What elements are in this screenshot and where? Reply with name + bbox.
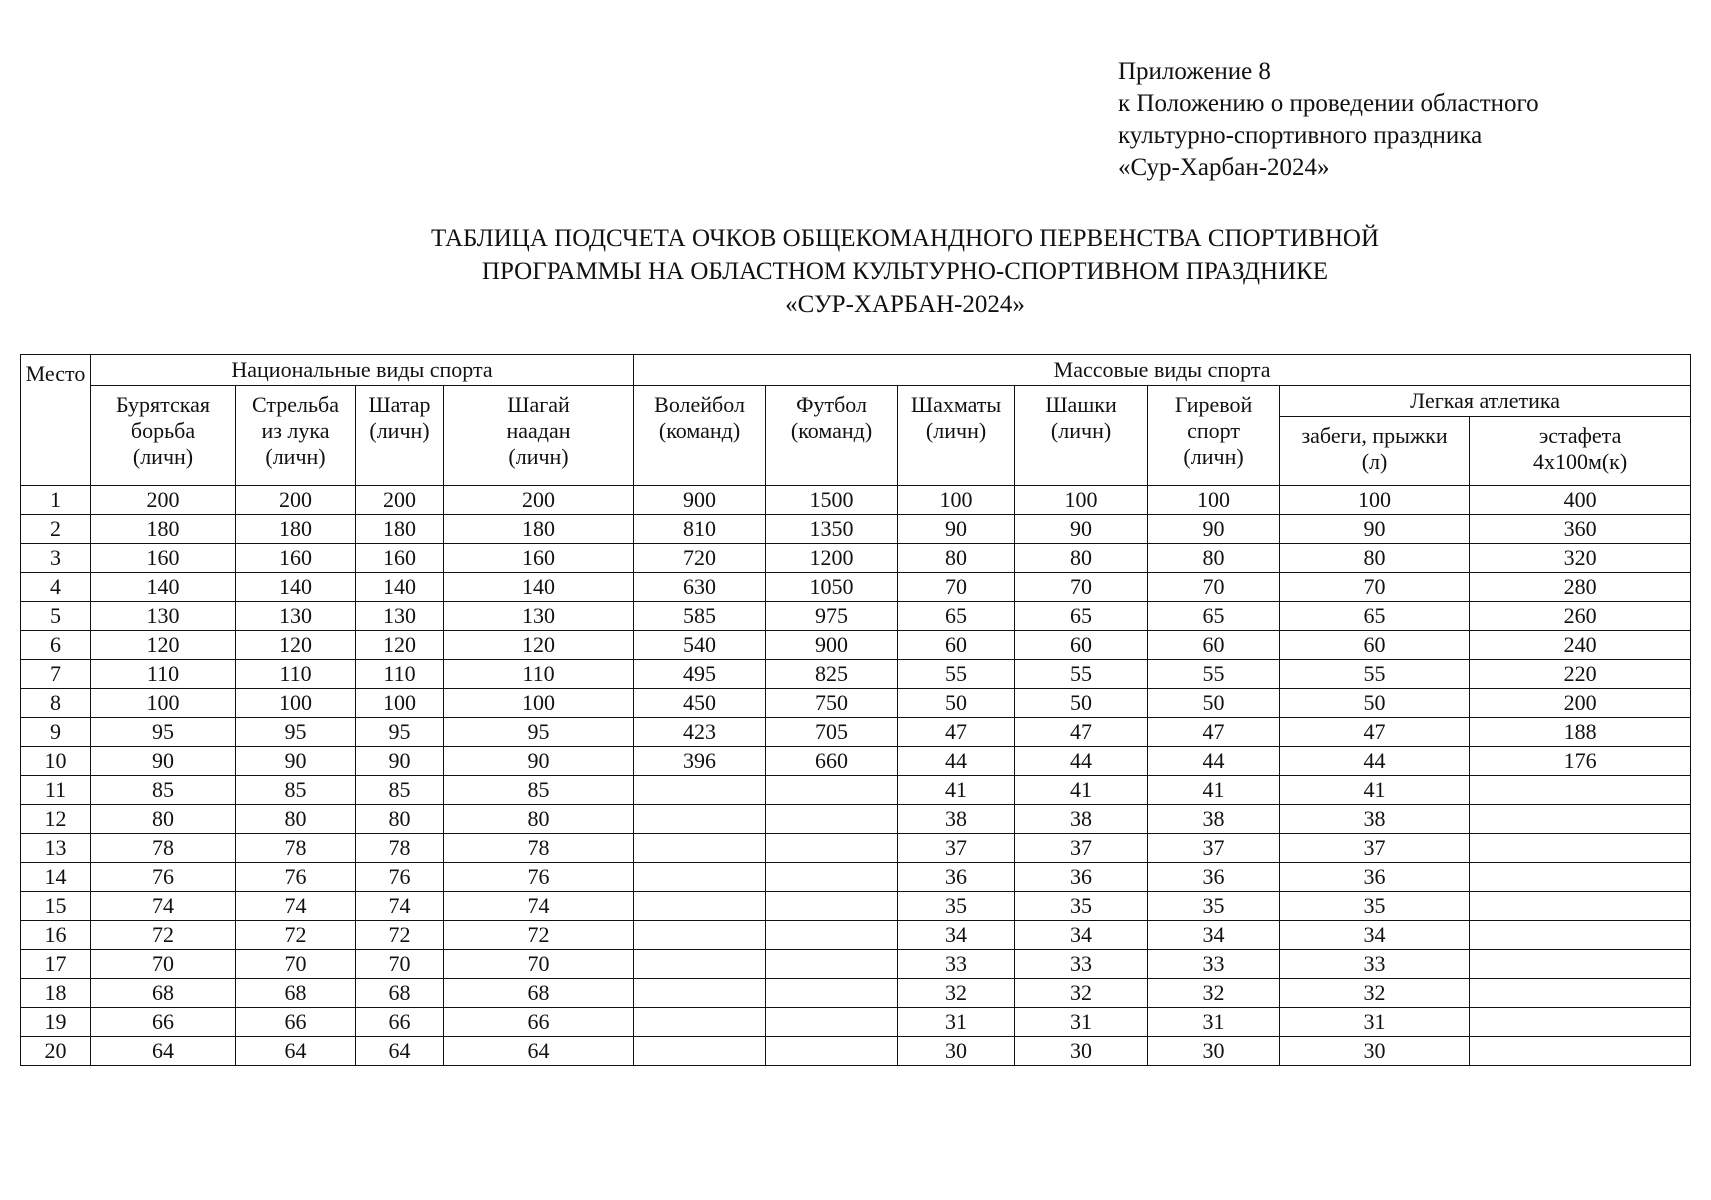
points-cell: 78 [236,834,356,863]
points-cell: 33 [1148,950,1280,979]
points-cell: 60 [1280,631,1470,660]
points-cell: 47 [898,718,1015,747]
points-cell: 120 [236,631,356,660]
points-cell: 76 [91,863,236,892]
points-cell: 85 [91,776,236,805]
points-cell: 810 [634,515,766,544]
points-cell: 35 [1015,892,1148,921]
points-cell: 78 [91,834,236,863]
place-cell: 14 [21,863,91,892]
points-cell: 110 [356,660,444,689]
points-cell: 90 [1015,515,1148,544]
table-row [21,1037,1691,1066]
points-cell: 33 [898,950,1015,979]
points-cell: 44 [1148,747,1280,776]
points-cell: 50 [1015,689,1148,718]
points-cell: 110 [91,660,236,689]
points-cell: 720 [634,544,766,573]
points-cell: 1050 [766,573,898,602]
points-cell: 66 [356,1008,444,1037]
points-cell: 80 [91,805,236,834]
points-cell: 585 [634,602,766,631]
points-cell: 900 [766,631,898,660]
place-cell: 4 [21,573,91,602]
points-cell: 975 [766,602,898,631]
points-cell: 34 [898,921,1015,950]
points-cell: 55 [1148,660,1280,689]
points-cell: 95 [356,718,444,747]
points-cell [766,863,898,892]
points-cell: 66 [91,1008,236,1037]
points-cell: 65 [1280,602,1470,631]
points-cell: 65 [898,602,1015,631]
points-cell: 64 [91,1037,236,1066]
column-header: Шахматы (личн) [898,386,1015,486]
points-cell: 65 [1148,602,1280,631]
table-row [21,660,1691,689]
points-cell: 1350 [766,515,898,544]
points-cell: 68 [444,979,634,1008]
points-cell: 31 [1148,1008,1280,1037]
points-cell: 100 [356,689,444,718]
points-cell: 32 [1015,979,1148,1008]
points-cell: 70 [1280,573,1470,602]
table-row [21,892,1691,921]
points-cell: 37 [898,834,1015,863]
points-cell [766,921,898,950]
points-cell: 423 [634,718,766,747]
score-table [20,354,1691,1066]
points-cell: 90 [236,747,356,776]
table-row [21,747,1691,776]
points-cell: 36 [1015,863,1148,892]
points-cell: 55 [898,660,1015,689]
points-cell: 90 [91,747,236,776]
points-cell: 76 [356,863,444,892]
place-cell: 11 [21,776,91,805]
points-cell: 80 [1148,544,1280,573]
points-cell: 90 [1280,515,1470,544]
points-cell: 396 [634,747,766,776]
points-cell: 47 [1148,718,1280,747]
points-cell [1470,1008,1691,1037]
points-cell: 50 [1280,689,1470,718]
points-cell: 100 [91,689,236,718]
points-cell: 140 [236,573,356,602]
place-cell: 6 [21,631,91,660]
points-cell: 50 [1148,689,1280,718]
appendix-line: к Положению о проведении областного [1118,90,1539,117]
points-cell [1470,863,1691,892]
points-cell: 160 [236,544,356,573]
points-cell: 72 [444,921,634,950]
points-cell: 160 [444,544,634,573]
points-cell: 100 [1015,486,1148,515]
table-row [21,631,1691,660]
points-cell: 55 [1280,660,1470,689]
column-header: Шагай наадан (личн) [444,386,634,486]
points-cell: 66 [236,1008,356,1037]
national-sports-header: Национальные виды спорта [91,355,634,386]
points-cell: 78 [356,834,444,863]
points-cell: 80 [1280,544,1470,573]
points-cell: 44 [1015,747,1148,776]
table-row [21,950,1691,979]
points-cell [634,921,766,950]
points-cell: 32 [898,979,1015,1008]
points-cell [1470,979,1691,1008]
table-row [21,776,1691,805]
points-cell [766,950,898,979]
points-cell [766,1008,898,1037]
table-row [21,805,1691,834]
points-cell: 130 [356,602,444,631]
table-row [21,573,1691,602]
points-cell: 240 [1470,631,1691,660]
points-cell: 37 [1148,834,1280,863]
appendix-note [1118,56,1539,184]
points-cell: 70 [898,573,1015,602]
points-cell: 72 [236,921,356,950]
points-cell: 160 [91,544,236,573]
points-cell: 72 [91,921,236,950]
points-cell [1470,834,1691,863]
points-cell: 160 [356,544,444,573]
points-cell: 80 [1015,544,1148,573]
place-cell: 20 [21,1037,91,1066]
table-row [21,834,1691,863]
place-cell: 19 [21,1008,91,1037]
points-cell [1470,1037,1691,1066]
title-line: ТАБЛИЦА ПОДСЧЕТА ОЧКОВ ОБЩЕКОМАНДНОГО ПЕРВЕНСТВА СПОРТИВНОЙ [430,225,1380,252]
points-cell: 200 [236,486,356,515]
points-cell: 200 [356,486,444,515]
points-cell: 30 [898,1037,1015,1066]
points-cell: 95 [91,718,236,747]
points-cell: 100 [444,689,634,718]
points-cell [634,1008,766,1037]
points-cell [766,1037,898,1066]
points-cell: 38 [1015,805,1148,834]
points-cell: 60 [898,631,1015,660]
points-cell: 33 [1015,950,1148,979]
table-row [21,689,1691,718]
points-cell [766,834,898,863]
points-cell: 60 [1148,631,1280,660]
points-cell: 32 [1280,979,1470,1008]
points-cell [634,950,766,979]
place-cell: 7 [21,660,91,689]
points-cell: 825 [766,660,898,689]
points-cell: 55 [1015,660,1148,689]
points-cell: 35 [1280,892,1470,921]
document-title [330,222,1480,321]
place-cell: 13 [21,834,91,863]
mass-sports-header: Массовые виды спорта [634,355,1691,386]
points-cell: 200 [444,486,634,515]
points-cell: 44 [898,747,1015,776]
points-cell: 400 [1470,486,1691,515]
column-header: Гиревой спорт (личн) [1148,386,1280,486]
points-cell [634,1037,766,1066]
points-cell: 705 [766,718,898,747]
points-cell: 140 [91,573,236,602]
column-header: Футбол (команд) [766,386,898,486]
table-row [21,515,1691,544]
points-cell: 140 [444,573,634,602]
points-cell: 74 [444,892,634,921]
points-cell: 750 [766,689,898,718]
points-cell: 74 [91,892,236,921]
place-cell: 9 [21,718,91,747]
points-cell: 130 [91,602,236,631]
table-row [21,718,1691,747]
place-cell: 5 [21,602,91,631]
points-cell [766,805,898,834]
column-header: забеги, прыжки (л) [1280,417,1470,486]
points-cell: 30 [1280,1037,1470,1066]
points-cell: 90 [898,515,1015,544]
points-cell: 70 [1015,573,1148,602]
table-row [21,544,1691,573]
column-header: эстафета 4х100м(к) [1470,417,1691,486]
points-cell: 130 [236,602,356,631]
points-cell: 34 [1015,921,1148,950]
points-cell: 540 [634,631,766,660]
points-cell: 90 [356,747,444,776]
appendix-line: Приложение 8 [1118,58,1271,85]
points-cell: 64 [356,1037,444,1066]
points-cell: 74 [236,892,356,921]
points-cell: 200 [91,486,236,515]
points-cell: 180 [91,515,236,544]
points-cell: 68 [236,979,356,1008]
points-cell: 68 [356,979,444,1008]
place-cell: 3 [21,544,91,573]
points-cell: 95 [236,718,356,747]
athletics-header: Легкая атлетика [1280,386,1691,417]
points-cell: 180 [236,515,356,544]
points-cell: 260 [1470,602,1691,631]
points-cell: 85 [444,776,634,805]
points-cell [766,892,898,921]
table-row [21,979,1691,1008]
points-cell: 220 [1470,660,1691,689]
points-cell: 900 [634,486,766,515]
points-cell [1470,776,1691,805]
column-header: Шатар (личн) [356,386,444,486]
points-cell: 38 [1280,805,1470,834]
points-cell: 38 [1148,805,1280,834]
place-cell: 2 [21,515,91,544]
table-row [21,1008,1691,1037]
points-cell: 450 [634,689,766,718]
points-cell [634,834,766,863]
points-cell: 120 [91,631,236,660]
points-cell: 47 [1015,718,1148,747]
points-cell [634,863,766,892]
points-cell: 70 [444,950,634,979]
points-cell: 33 [1280,950,1470,979]
points-cell: 120 [444,631,634,660]
score-table-body [21,486,1691,1066]
points-cell: 64 [236,1037,356,1066]
points-cell [1470,950,1691,979]
points-cell: 74 [356,892,444,921]
title-line: «СУР-ХАРБАН-2024» [785,291,1025,318]
points-cell: 95 [444,718,634,747]
column-header: Шашки (личн) [1015,386,1148,486]
place-cell: 17 [21,950,91,979]
points-cell: 35 [1148,892,1280,921]
points-cell: 68 [91,979,236,1008]
points-cell [634,892,766,921]
points-cell: 85 [356,776,444,805]
points-cell: 76 [444,863,634,892]
place-cell: 16 [21,921,91,950]
points-cell: 41 [1015,776,1148,805]
points-cell: 180 [356,515,444,544]
place-cell: 10 [21,747,91,776]
points-cell: 90 [1148,515,1280,544]
points-cell: 630 [634,573,766,602]
points-cell [1470,892,1691,921]
points-cell: 31 [898,1008,1015,1037]
points-cell: 76 [236,863,356,892]
points-cell: 36 [898,863,1015,892]
points-cell: 34 [1280,921,1470,950]
points-cell: 100 [898,486,1015,515]
table-row [21,921,1691,950]
points-cell: 36 [1148,863,1280,892]
points-cell: 50 [898,689,1015,718]
points-cell: 37 [1280,834,1470,863]
points-cell: 320 [1470,544,1691,573]
points-cell [1470,805,1691,834]
points-cell: 70 [1148,573,1280,602]
points-cell: 80 [444,805,634,834]
place-header: Место [21,355,91,486]
points-cell: 31 [1015,1008,1148,1037]
points-cell: 41 [1148,776,1280,805]
points-cell [634,805,766,834]
points-cell: 60 [1015,631,1148,660]
points-cell: 44 [1280,747,1470,776]
points-cell [634,979,766,1008]
points-cell: 495 [634,660,766,689]
points-cell: 90 [444,747,634,776]
points-cell: 70 [236,950,356,979]
points-cell: 47 [1280,718,1470,747]
place-cell: 18 [21,979,91,1008]
points-cell: 360 [1470,515,1691,544]
points-cell: 36 [1280,863,1470,892]
table-row [21,863,1691,892]
points-cell: 64 [444,1037,634,1066]
points-cell: 66 [444,1008,634,1037]
place-cell: 12 [21,805,91,834]
place-cell: 1 [21,486,91,515]
points-cell [1470,921,1691,950]
place-cell: 8 [21,689,91,718]
points-cell: 140 [356,573,444,602]
points-cell: 130 [444,602,634,631]
points-cell: 110 [236,660,356,689]
points-cell: 188 [1470,718,1691,747]
points-cell: 80 [236,805,356,834]
points-cell: 72 [356,921,444,950]
points-cell: 41 [898,776,1015,805]
points-cell: 41 [1280,776,1470,805]
points-cell: 176 [1470,747,1691,776]
points-cell: 34 [1148,921,1280,950]
column-header: Бурятская борьба (личн) [91,386,236,486]
points-cell: 38 [898,805,1015,834]
points-cell: 660 [766,747,898,776]
points-cell: 180 [444,515,634,544]
appendix-line: «Сур-Харбан-2024» [1118,154,1330,181]
points-cell: 80 [356,805,444,834]
column-header: Стрельба из лука (личн) [236,386,356,486]
points-cell [766,979,898,1008]
points-cell: 100 [1280,486,1470,515]
table-row [21,602,1691,631]
points-cell: 70 [91,950,236,979]
points-cell: 100 [236,689,356,718]
title-line: ПРОГРАММЫ НА ОБЛАСТНОМ КУЛЬТУРНО-СПОРТИВНОМ ПРАЗДНИКЕ [481,258,1329,285]
points-cell: 120 [356,631,444,660]
points-cell [766,776,898,805]
points-cell: 65 [1015,602,1148,631]
points-cell: 78 [444,834,634,863]
points-cell: 110 [444,660,634,689]
points-cell: 30 [1148,1037,1280,1066]
points-cell: 35 [898,892,1015,921]
table-row [21,486,1691,515]
place-cell: 15 [21,892,91,921]
points-cell: 85 [236,776,356,805]
points-cell: 31 [1280,1008,1470,1037]
appendix-line: культурно-спортивного праздника [1118,122,1483,149]
points-cell: 30 [1015,1037,1148,1066]
points-cell [634,776,766,805]
column-header: Волейбол (команд) [634,386,766,486]
points-cell: 32 [1148,979,1280,1008]
points-cell: 100 [1148,486,1280,515]
points-cell: 200 [1470,689,1691,718]
points-cell: 280 [1470,573,1691,602]
points-cell: 37 [1015,834,1148,863]
points-cell: 1500 [766,486,898,515]
points-cell: 80 [898,544,1015,573]
points-cell: 70 [356,950,444,979]
points-cell: 1200 [766,544,898,573]
